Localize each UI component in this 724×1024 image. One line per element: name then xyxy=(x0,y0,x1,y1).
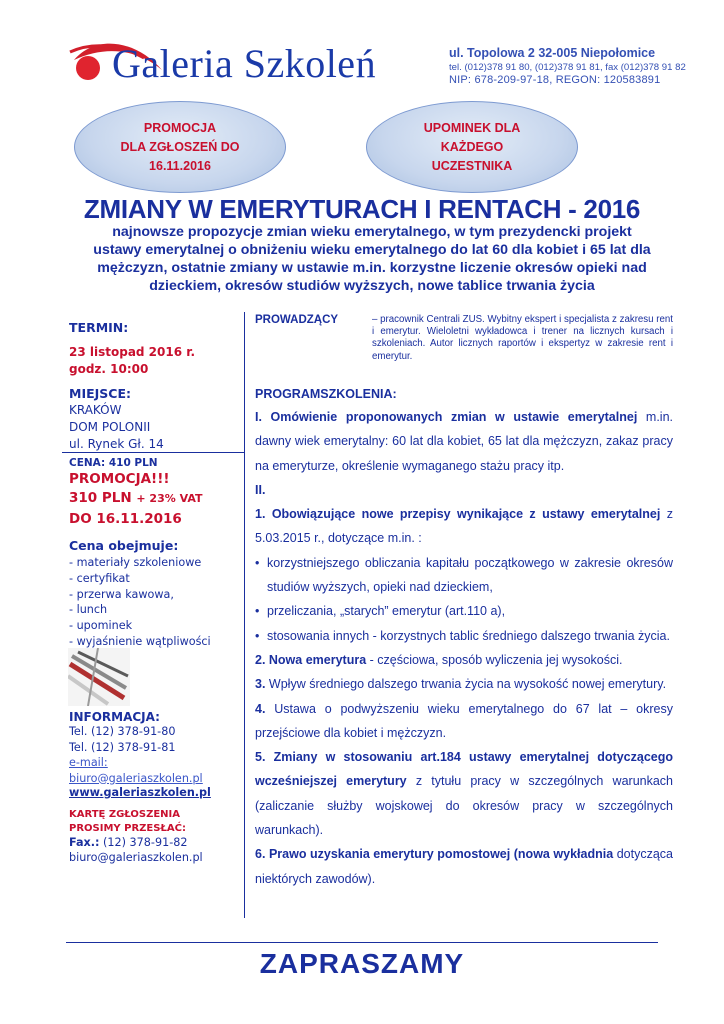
promo-ellipse-line2: DLA ZGŁOSZEŃ DO xyxy=(120,139,240,154)
promo-ellipse-line1: PROMOCJA xyxy=(143,120,217,135)
list-item: • korzystniejszego obliczania kapitału początkowego w zakresie okresów studiów wyższych, opieki nad dzieckiem, xyxy=(255,551,673,600)
fax-label: Fax.: xyxy=(69,836,100,849)
program-item-2-1-title: 1. Obowiązujące nowe przepisy wynikające z ustawy emerytalnej xyxy=(255,507,661,522)
list-item: • stosowania innych - korzystnych tablic średniego dalszego trwania życia. xyxy=(255,624,673,648)
website-link[interactable]: www.galeriaszkolen.pl xyxy=(69,786,211,799)
email-block xyxy=(69,755,203,786)
registration-note xyxy=(69,808,186,836)
trainer-description: – pracownik Centrali ZUS. Wybitny ekspert i specjalista z zakresu rent i emerytur. Wieloletni wykładowca i trener na licznych kursach i szkoleniach. Autor licznych raportów i ekspertyz w zakresie rent i emerytur. xyxy=(372,314,673,362)
program-item-1 xyxy=(255,405,673,478)
program-item-2-3-text: Wpływ średniego dalszego trwania życia na wysokość nowej emerytury. xyxy=(265,677,667,692)
program-item-2-5-text: z tytułu pracy w szczególnych warunkach (zaliczanie służby wojskowej do okresów pracy w szczególnych warunkach). xyxy=(255,774,673,838)
promo-label: PROMOCJA!!! xyxy=(69,471,170,487)
footer-divider xyxy=(66,942,658,943)
miejsce-city: KRAKÓW xyxy=(69,403,122,417)
registration-line2: PROSIMY PRZESŁAĆ: xyxy=(69,823,186,834)
fax-email: biuro@galeriaszkolen.pl xyxy=(69,851,203,864)
subtitle-line3: mężczyzn, ostatnie zmiany w ustawie m.in. korzystne liczenie okresów opieki nad xyxy=(97,260,647,276)
gift-ellipse-line3: UCZESTNIKA xyxy=(431,158,513,173)
fax-value: (12) 378-91-82 xyxy=(99,836,188,849)
program-item-2-5-title: 5. Zmiany w stosowaniu art.184 ustawy emerytalnej dotyczącego wcześniejszej emerytury xyxy=(255,750,673,789)
list-item: - upominek xyxy=(69,619,133,633)
program-item-2-6 xyxy=(255,842,673,891)
header-phones: tel. (012)378 91 80, (012)378 91 81, fax (012)378 91 82 xyxy=(449,62,686,73)
email-link[interactable]: biuro@galeriaszkolen.pl xyxy=(69,771,203,785)
price-includes-label: Cena obejmuje: xyxy=(69,538,179,553)
list-item: - przerwa kawowa, xyxy=(69,587,174,601)
subtitle-line4: dzieckiem, okresów studiów wyższych, nowe tablice trwania życia xyxy=(149,278,595,294)
info-label: INFORMACJA: xyxy=(69,710,160,724)
page-subtitle xyxy=(70,223,674,295)
price-includes-list xyxy=(69,555,211,650)
promo-vat: + 23% VAT xyxy=(136,492,203,505)
program-body xyxy=(255,405,673,891)
promo-price xyxy=(69,490,203,506)
price-regular: CENA: 410 PLN xyxy=(69,457,158,469)
trainer-label: PROWADZĄCY xyxy=(255,314,339,326)
pens-image xyxy=(68,648,130,706)
info-phones xyxy=(69,724,175,755)
program-item-2-1-text: z 5.03.2015 r., dotyczące m.in. : xyxy=(255,507,673,546)
termin-value xyxy=(69,344,195,378)
invitation-heading: ZAPRASZAMY xyxy=(259,948,465,979)
list-item: - certyfikat xyxy=(69,571,130,585)
gift-ellipse xyxy=(366,101,578,193)
program-bullets xyxy=(255,551,673,648)
phone-1: Tel. (12) 378-91-80 xyxy=(69,725,176,738)
header-contact xyxy=(449,46,686,86)
program-item-1-title: I. Omówienie proponowanych zmian w ustawie emerytalnej xyxy=(255,410,638,424)
gift-ellipse-line1: UPOMINEK DLA xyxy=(423,120,521,135)
logo-text: Galeria Szkoleń xyxy=(112,41,377,86)
registration-line1: KARTĘ ZGŁOSZENIA xyxy=(69,809,181,820)
program-item-2-4 xyxy=(255,697,673,746)
program-item-2-2-title: 2. Nowa emerytura xyxy=(255,652,367,667)
program-item-2-6-text: dotycząca niektórych zawodów). xyxy=(255,847,673,886)
subtitle-line2: ustawy emerytalnej o obniżeniu wieku emerytalnego do lat 60 dla kobiet i 65 lat dla xyxy=(93,242,651,258)
promo-price-value: 310 PLN xyxy=(69,490,132,506)
program-item-2-2-text: - częściowa, sposób wyliczenia jej wysokości. xyxy=(366,652,623,667)
gift-ellipse-line2: KAŻDEGO xyxy=(440,139,504,154)
miejsce-street: ul. Rynek Gł. 14 xyxy=(69,437,164,451)
program-item-2-4-text: Ustawa o podwyższeniu wieku emerytalnego do 67 lat – okresy przejściowe dla kobiet i mężczyzn. xyxy=(255,701,673,740)
header-ids: NIP: 678-209-97-18, REGON: 120583891 xyxy=(449,74,661,86)
promo-ellipse xyxy=(74,101,286,193)
termin-label: TERMIN: xyxy=(69,320,129,335)
termin-time: godz. 10:00 xyxy=(69,362,149,376)
promo-date: DO 16.11.2016 xyxy=(69,511,182,527)
fax-block xyxy=(69,835,203,865)
miejsce-value xyxy=(69,402,164,453)
program-item-2-4-title: 4. xyxy=(255,701,266,716)
termin-date: 23 listopad 2016 r. xyxy=(69,345,196,359)
list-item: • przeliczania, „starych” emerytur (art.110 a), xyxy=(255,599,673,623)
phone-2: Tel. (12) 378-91-81 xyxy=(69,740,176,754)
promo-ellipse-line3: 16.11.2016 xyxy=(149,158,211,173)
program-section-2-label: II. xyxy=(255,482,266,497)
subtitle-line1: najnowsze propozycje zmian wieku emerytalnego, w tym prezydencki projekt xyxy=(112,224,632,240)
program-item-2-1 xyxy=(255,502,673,551)
program-item-2-3 xyxy=(255,672,673,696)
program-section-2 xyxy=(255,478,673,502)
program-item-2-6-title: 6. Prawo uzyskania emerytury pomostowej (nowa wykładnia xyxy=(255,847,614,862)
column-divider xyxy=(244,312,245,918)
miejsce-venue: DOM POLONII xyxy=(69,420,151,434)
program-item-2-2 xyxy=(255,648,673,672)
program-item-2-5 xyxy=(255,745,673,842)
email-label: e-mail: xyxy=(69,756,108,769)
header-address: ul. Topolowa 2 32-005 Niepołomice xyxy=(449,46,656,60)
miejsce-label: MIEJSCE: xyxy=(69,386,131,401)
program-title: PROGRAMSZKOLENIA: xyxy=(255,387,397,401)
list-item: - lunch xyxy=(69,603,108,617)
page-title: ZMIANY W EMERYTURACH I RENTACH - 2016 xyxy=(83,194,641,224)
list-item: - wyjaśnienie wątpliwości xyxy=(69,634,211,648)
program-item-1-text: m.in. dawny wiek emerytalny: 60 lat dla kobiet, 65 lat dla mężczyzn, zakaz pracy na emeryturze, określenie wymaganego stażu pracy itp. xyxy=(255,410,673,473)
list-item: - materiały szkoleniowe xyxy=(69,556,202,569)
program-item-2-3-title: 3. xyxy=(255,677,266,692)
